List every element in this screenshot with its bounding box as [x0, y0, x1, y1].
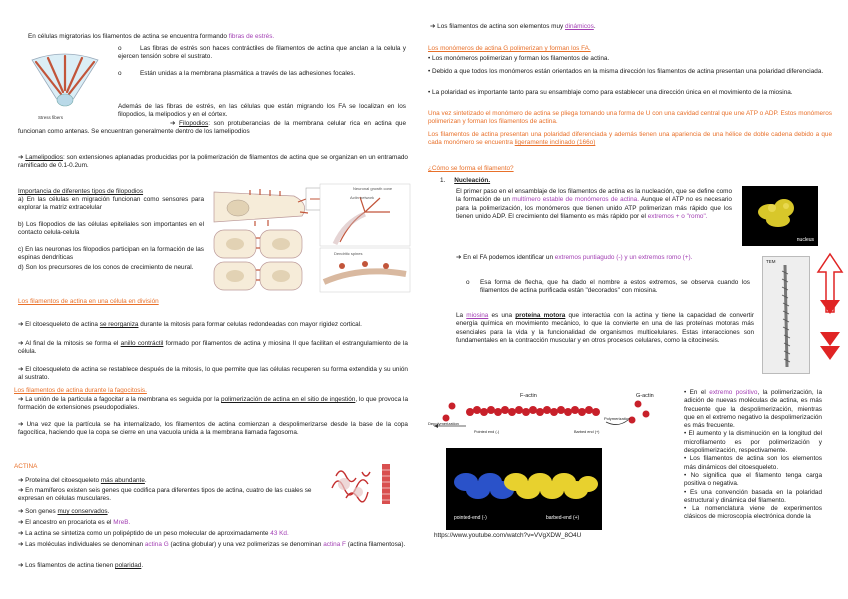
division-title: Los filamentos de actina en una célula en división [18, 298, 159, 305]
actina-1: ➔ Proteína del citoesqueleto más abundante. [18, 477, 147, 484]
division-2: ➔ Al final de la mitosis se forma el anillo contráctil formado por filamentos de actina y miosina II que facilitan el estrangulamiento de la célula. [18, 340, 408, 356]
fagocitosis-title: Los filamentos de actina durante la fagocitosis. [14, 387, 147, 394]
division-1: ➔ El citoesqueleto de actina se reorganiza durante la mitosis para formar celulas redondeadas con mayor rigidez cortical. [18, 321, 362, 328]
filament-video-still [446, 448, 602, 530]
actin-network-label: Actin network [350, 195, 375, 200]
tem-label: TEM [766, 259, 776, 264]
importance-title: Importancia de diferentes tipos de filopodios [18, 188, 144, 195]
actina-3: ➔ Son genes muy conservados. [18, 508, 110, 515]
nucleation-text: El primer paso en el ensamblaje de los filamentos de actina es la nucleación, que se define como la formación de un multímero estable de monómeros de actina. Aunque el ATP no es necesario para la polimerización, los monómeros que tienen unido ATP polimerizan más rápido que los tienen unido ADP. El crecimiento del filamento es más rápido por el extremos + o "romo". [456, 188, 732, 220]
neuronal-label: Neuronal growth cone [353, 186, 393, 191]
actina-4: ➔ El ancestro en procariota es el MreB. [18, 519, 131, 526]
stress-fibers-label: Stress fibers [38, 115, 64, 120]
circle-bullet-1: o Las fibras de estrés son haces contráctiles de filamentos de actina que anclan a la celula y ejercen tensión sobre el sustrato. [118, 45, 406, 61]
note-2: • El aumento y la disminución en la longitud del microfilamento es por polimerización y despolimerización, respectivamente. [684, 430, 822, 455]
note-3: • Los filamentos de actina son los elementos más dinámicos del citoesqueleto. [684, 455, 823, 471]
myosin-text: La miosina es una proteína motora que interactúa con la actina y tiene la capacidad de convertir energía química en movimiento mecánico, lo que la convierte en una de las proteínas motoras más esenciales para la vida y la funcionalidad de organismos multicelulares. Estas interacciones son fundamentales en la contracción muscular y en otros procesos celulares, como la citocinesis. [456, 312, 754, 344]
poly-label: Polymerization [604, 416, 631, 421]
factin-diagram [428, 392, 666, 440]
monomers-3: • La polaridad es importante tanto para su ensamblaje como para establecer una dirección única en el movimiento de la miosina. [428, 89, 793, 96]
nucleation-heading: 1. Nucleación. [440, 177, 491, 184]
dynamic-text: ➔ Los filamentos de actina son elementos muy dinámicos. [430, 23, 596, 30]
fagocitosis-2: ➔ Una vez que la partícula se ha internalizado, los filamentos de actina comienzan a despolimerizarse desde la base de la copa fagocítica, haciendo que la copa se cierre en una vacuola unida a la membrana llamada fagosoma. [18, 421, 408, 437]
end-notes [684, 389, 822, 522]
division-3: ➔ El citoesqueleto de actina se restablece después de la mitosis, lo que permite que las células recuperen su forma extendida y su unión al sustrato. [18, 366, 408, 382]
note-4: • No significa que el filamento tenga carga positiva o negativa. [684, 471, 822, 488]
actina-5: ➔ La actina se sintetiza como un polipéptido de un peso molecular de aproximadamente 43 Kd. [18, 530, 289, 537]
note-1: • En el extremo positivo, la polimerización, la adición de nuevas moléculas de actina, es más frecuente que la despolimerización, mientras que en el extremo negativo la despolimerización es más frecuente. [684, 389, 823, 430]
arrow-shape-text: o Esa forma de flecha, que ha dado el nombre a estos extremos, se observa cuando los filamentos de actina purificada están "decorados" con miosina. [466, 279, 750, 295]
importance-b: b) Los filopodios de las células epiteliales son importantes en el contacto celula-celula [18, 221, 204, 237]
actina-6: ➔ Las moléculas individuales se denominan actina G (actina globular) y una vez polimerizas se denominan actina F (actina filamentosa). [18, 541, 406, 548]
orange-paragraph-1: Una vez sintetizado el monómero de actina se pliega tomando una forma de U con una cavidad central que une ATP o ADP. Estos monómeros polimerizan y forman los filamentos de actina. [428, 110, 832, 126]
pointed-small-label: Pointed end (-) [474, 430, 500, 434]
filopodios-text: ➔ Filopodios: son protuberancias de la membrana celular rica en actina que funcionan como antenas. Se encuentran generalmente dentro de los lamelipodios [18, 120, 406, 136]
actin-structure-image [326, 458, 408, 510]
monomers-title: Los monómeros de actina G polimerizan y forman los FA. [428, 45, 591, 52]
importance-d: d) Son los precursores de los conos de crecimiento de neural. [18, 264, 194, 271]
migration-paragraph: Además de las fibras de estrés, en las células que están migrando los FA se localizan en los filopodios, la melipodios y en el córtex. [118, 103, 406, 119]
depoly-label: Depolymerization [428, 421, 459, 426]
importance-a: a) En las células en migración funcionan como sensores para explorar la matriz extracelular [18, 196, 204, 212]
video-url[interactable]: https://www.youtube.com/watch?v=VVgXDW_8O4U [434, 532, 582, 539]
formation-title: ¿Cómo se forma el filamento? [428, 165, 514, 172]
fagocitosis-1: ➔ La unión de la particula a fagocitar a la membrana es seguida por la polimerización de actina en el sitio de ingestión, lo que provoca la formación de extensiones pseudopodiales. [18, 396, 409, 412]
actina-title: ACTINA [14, 463, 38, 470]
barbed-arrow-icon [816, 330, 844, 366]
importance-c: c) En las neuronas los filopodios participan en la formación de las espinas dendríticas [18, 246, 204, 262]
intro-text: En células migratorias los filamentos de actina se encuentra formando fibras de estrés. [28, 33, 275, 40]
actina-7: ➔ Los filamentos de actina tienen polaridad. [18, 562, 144, 569]
nucleus-label: nucleus [796, 236, 814, 243]
note-5: • Es una convención basada en la polaridad estructural y dinámica del filamento. [684, 488, 822, 504]
gactin-label: G-actin [636, 393, 654, 399]
dendritic-label: Dendritic spines [334, 251, 363, 256]
monomers-2: • Debido a que todos los monómeros están orientados en la misma dirección los filamentos de actina presentan una polaridad diferenciada. [428, 68, 824, 75]
barbed-small-label: Barbed end (+) [574, 430, 600, 434]
stress-fibers-figure [24, 50, 106, 122]
pointed-arrow-icon [816, 252, 844, 332]
monomers-1: • Los monómeros polimerizan y forman los filamentos de actina. [428, 55, 610, 62]
pointed-end-label: pointed-end (-) [454, 515, 487, 521]
lamelipodios-text: ➔ Lamelipodios: son extensiones aplanadas producidas por la polimerización de filamentos de actina que se organizan en un entramado ramificado de 0.1-0.2um. [18, 154, 408, 170]
note-6: • La nomenclatura viene de experimentos clásicos de microscopía electrónica donde la [684, 505, 822, 521]
circle-bullet-2: o Están unidas a la membrana plasmática a través de las adhesiones focales. [118, 70, 356, 77]
extremes-text: ➔ En el FA podemos identificar un extremos puntiagudo (-) y un extremos romo (+). [456, 254, 693, 261]
factin-label: F-actin [520, 393, 537, 399]
tem-image [762, 256, 810, 374]
barbed-end-label: barbed-end (+) [546, 515, 580, 521]
actina-2: ➔ En mamíferos existen seis genes que codifica para diferentes tipos de actina, cuatro de las cuales se expresan en células musculares. [18, 487, 312, 503]
filopodia-figure [210, 182, 412, 294]
nucleus-image [742, 186, 818, 246]
orange-paragraph-2: Los filamentos de actina presentan una polaridad diferenciada y además tienen una apariencia de una hélice de doble cadena debido a que cada monómero se encuentra ligeramente inclinado (166o) [428, 131, 832, 147]
